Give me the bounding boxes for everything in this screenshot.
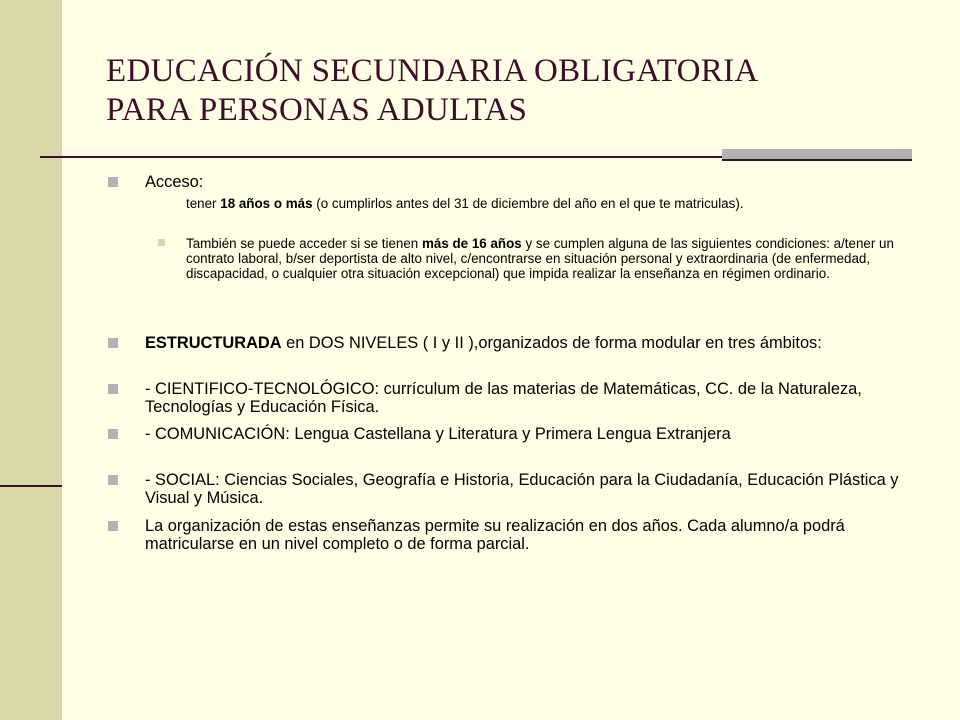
cientifico-text: - CIENTIFICO-TECNOLÓGICO: currículum de las materias de Matemáticas, CC. de la Naturaleza, Tecnologías y Educación Física.	[145, 380, 862, 416]
sub1-post: (o cumplirlos antes del 31 de diciembre del año en el que te matriculas).	[312, 196, 744, 211]
square-bullet-icon	[158, 239, 165, 246]
sub2-pre: También se puede acceder si se tienen	[186, 236, 422, 251]
bullet-social	[145, 471, 905, 507]
square-bullet-icon	[108, 177, 118, 187]
square-bullet-icon	[108, 429, 118, 439]
sub-item-condiciones	[186, 236, 901, 281]
bullet-comunicacion	[145, 425, 905, 443]
bullet-cientifico	[145, 380, 905, 416]
bullet-estructurada	[145, 334, 905, 352]
square-bullet-icon	[108, 475, 118, 485]
title-line-2: PARA PERSONAS ADULTAS	[106, 92, 528, 128]
decorative-side-bar	[0, 0, 62, 720]
estructurada-bold: ESTRUCTURADA	[145, 334, 282, 352]
bullet-acceso	[145, 173, 905, 191]
title-accent-line	[722, 159, 912, 161]
square-bullet-icon	[108, 521, 118, 531]
estructurada-post: en DOS NIVELES ( I y II ),organizados de forma modular en tres ámbitos:	[281, 334, 822, 352]
title-line-1: EDUCACIÓN SECUNDARIA OBLIGATORIA	[106, 53, 759, 89]
title-accent-bar	[722, 149, 912, 159]
square-bullet-icon	[108, 384, 118, 394]
acceso-label: Acceso:	[145, 173, 204, 191]
sub2-post: y se cumplen alguna de las siguientes condiciones: a/tener un contrato laboral, b/ser deportista de alto nivel, c/encontrarse en situación personal y extraordinaria (de enfermedad, discapacidad, o cualquier otra situación excepcional) que impida realizar la enseñanza en régimen ordinario.	[186, 236, 894, 281]
sub1-pre: tener	[186, 196, 221, 211]
square-bullet-icon	[108, 338, 118, 348]
social-text: - SOCIAL: Ciencias Sociales, Geografía e Historia, Educación para la Ciudadanía, Educación Plástica y Visual y Música.	[145, 471, 899, 507]
sub-item-edad	[186, 196, 901, 211]
bullet-organizacion	[145, 517, 905, 553]
sub1-bold: 18 años o más	[220, 196, 313, 211]
comunicacion-text: - COMUNICACIÓN: Lengua Castellana y Literatura y Primera Lengua Extranjera	[145, 425, 731, 443]
organizacion-text: La organización de estas enseñanzas permite su realización en dos años. Cada alumno/a podrá matricularse en un nivel completo o de forma parcial.	[145, 517, 845, 553]
slide-title	[106, 52, 906, 130]
side-bar-divider	[0, 485, 62, 487]
sub2-bold: más de 16 años	[421, 236, 522, 251]
